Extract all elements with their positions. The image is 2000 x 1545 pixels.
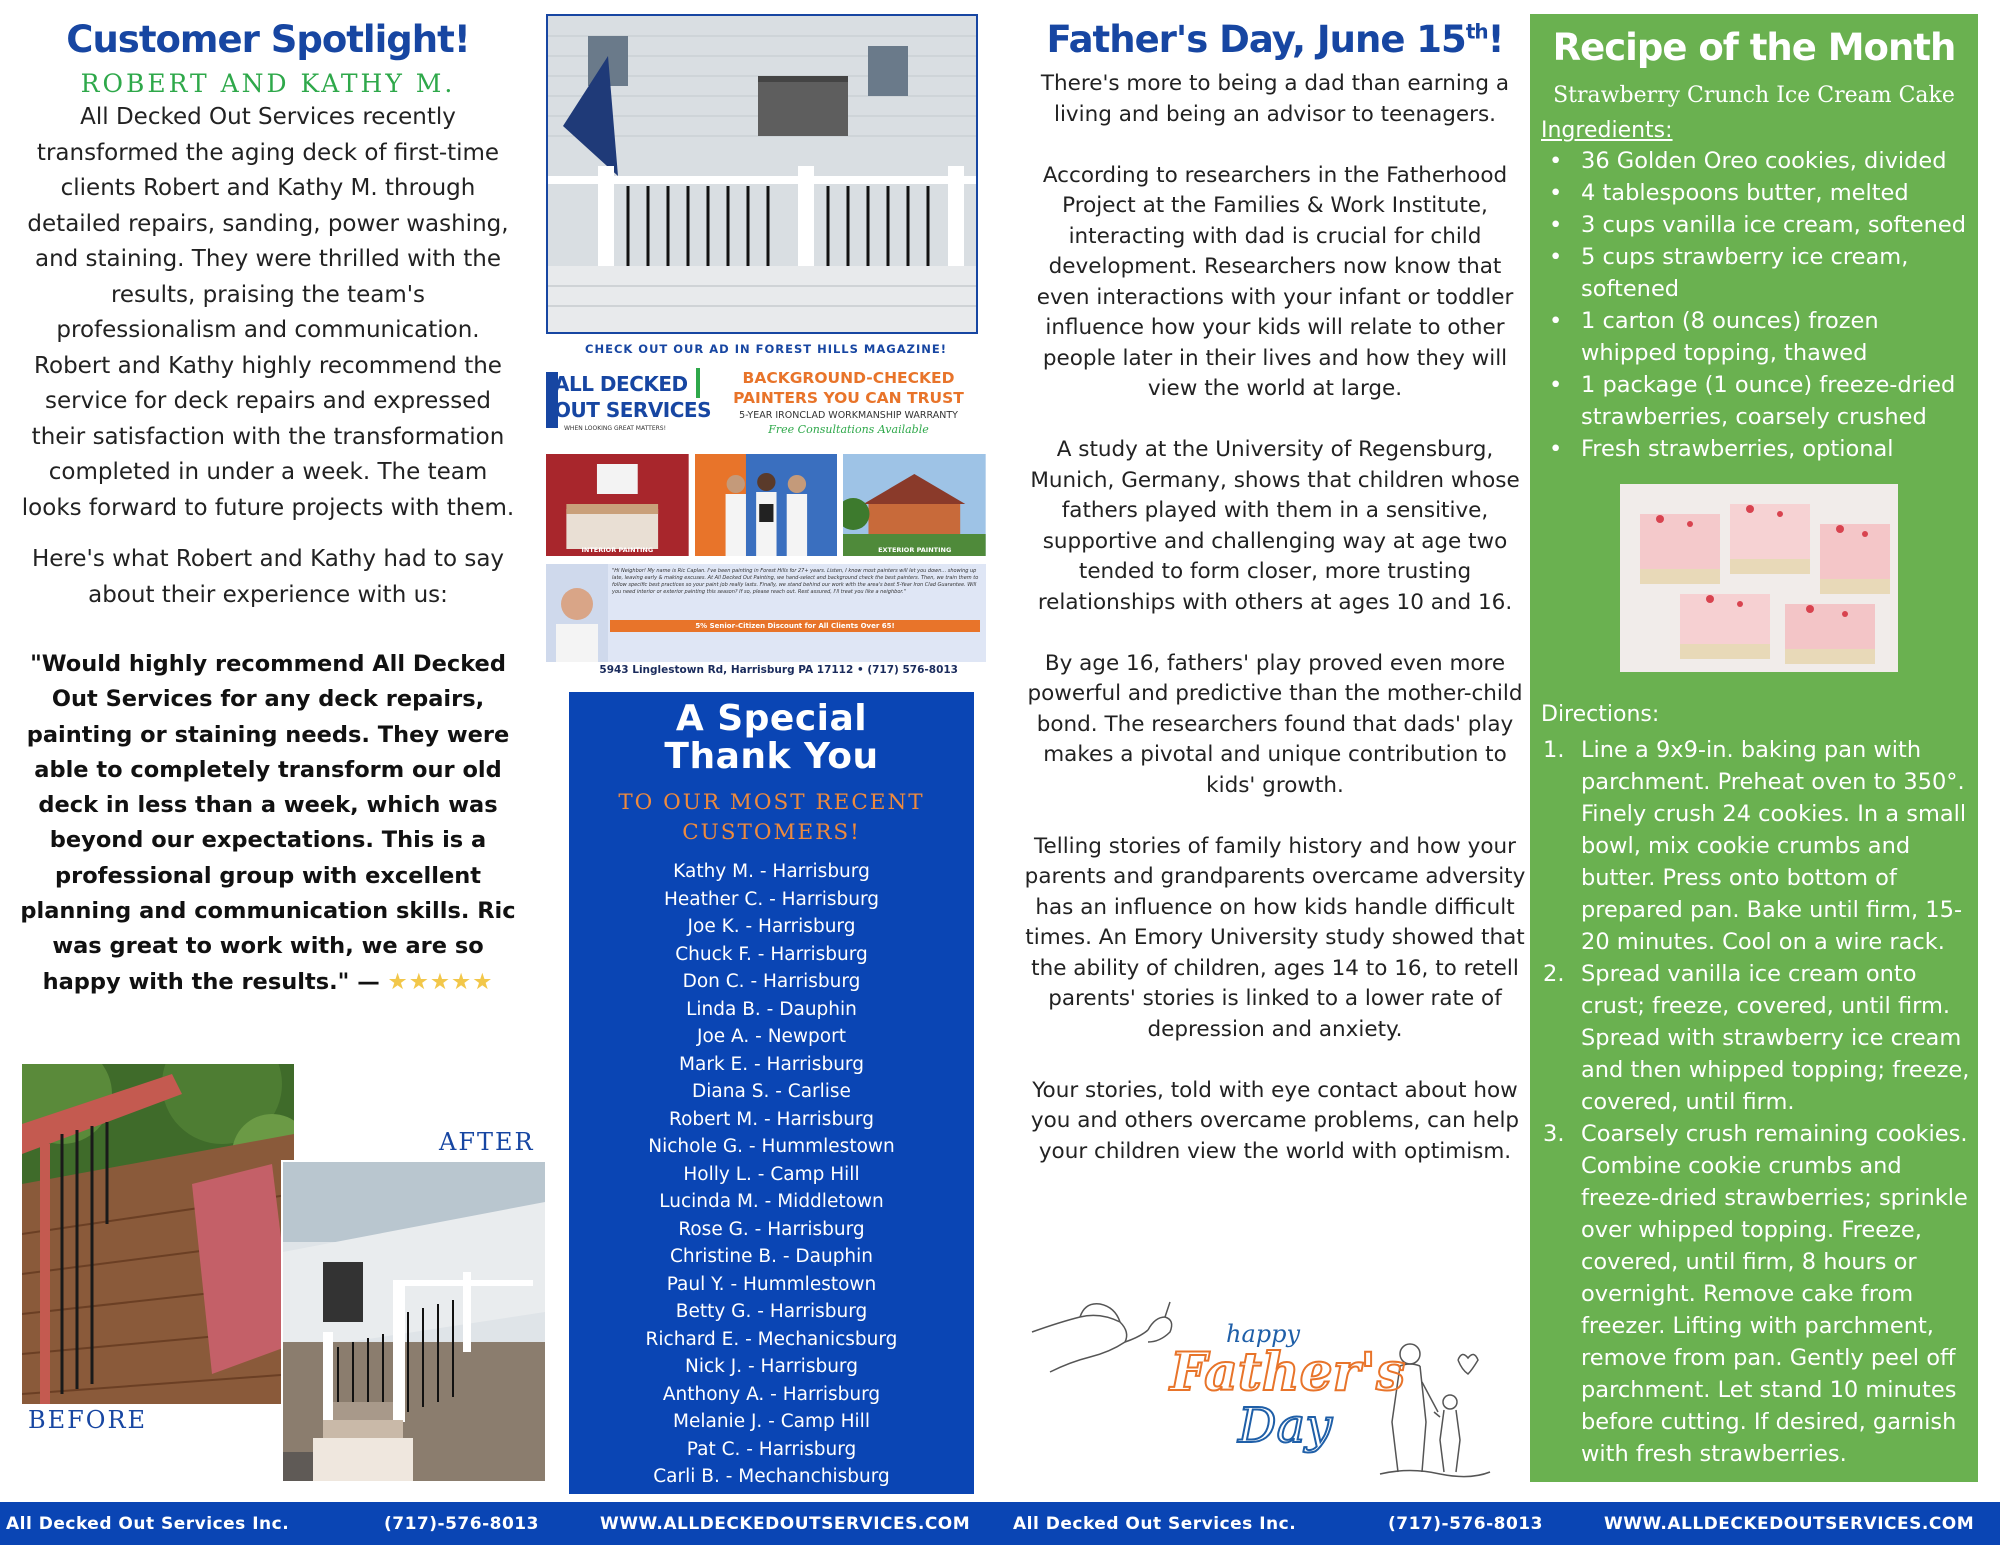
art-day-text: Day bbox=[1238, 1398, 1333, 1454]
customer-list-item: Paul Y. - Hummlestown bbox=[666, 1273, 877, 1295]
fathers-day-paragraph: According to researchers in the Fatherhood Project at the Families & Work Institute, interacting with dad is crucial for child development. Researchers now know that even interactions with your infant or toddler influence how your kids will relate to other people later in their lives and how they will view the world at large. bbox=[1036, 162, 1514, 401]
fathers-day-paragraph: There's more to being a dad than earning a living and being an advisor to teenagers. bbox=[1040, 71, 1510, 127]
owner-bio-text: "Hi Neighbor! My name is Ric Caplan. I've been painting in Forest Hills for 27+ years. Listen, I know most painters will let you down... showing up late, leaving early & making excuses. At All Decked Out Painting, we hand-select and background check the best painters. Then, we train them to follow specific best practices so your paint job really lasts. Finally, we stand behind our work with the area's best 5-Year Iron Clad Guarantee. Will you need interior or exterior painting this season? If so, please reach out. Rest assured, I'll treat you like a neighbor." bbox=[612, 568, 979, 595]
logo-line-1: ALL DECKED bbox=[554, 372, 688, 396]
customer-list-item: Linda B. - Dauphin bbox=[686, 998, 857, 1020]
customer-list-item: Mark E. - Harrisburg bbox=[679, 1053, 864, 1075]
happy-fathers-day-illustration bbox=[1030, 1262, 1492, 1494]
direction-step bbox=[1543, 734, 1971, 958]
ad-callout: CHECK OUT OUR AD IN FOREST HILLS MAGAZINE! bbox=[585, 342, 947, 356]
customer-list-item: Don C. - Harrisburg bbox=[682, 971, 861, 992]
thank-you-title bbox=[569, 700, 974, 776]
ingredient-item: • 3 cups vanilla ice cream, softened bbox=[1543, 209, 1978, 241]
customer-list-item: Robert M. - Harrisburg bbox=[669, 1108, 874, 1130]
spotlight-names: ROBERT AND KATHY M. bbox=[80, 69, 456, 98]
customer-spotlight-section bbox=[18, 18, 518, 1000]
ice-cream-cake-photo bbox=[1620, 484, 1898, 672]
footer-website-1[interactable]: WWW.ALLDECKEDOUTSERVICES.COM bbox=[600, 1514, 971, 1534]
step-number: 1. bbox=[1543, 737, 1565, 763]
exterior-caption: EXTERIOR PAINTING bbox=[878, 546, 952, 554]
step-number: 3. bbox=[1543, 1121, 1565, 1147]
fathers-day-title-end: ! bbox=[1487, 18, 1504, 61]
customer-list-item: Christine B. - Dauphin bbox=[669, 1246, 874, 1267]
interior-caption: INTERIOR PAINTING bbox=[581, 546, 654, 554]
step-number: 2. bbox=[1543, 961, 1565, 987]
recipe-title: Recipe of the Month bbox=[1552, 26, 1956, 69]
logo-tagline: WHEN LOOKING GREAT MATTERS! bbox=[564, 425, 666, 432]
customer-list-item: Pat C. - Harrisburg bbox=[686, 1438, 857, 1460]
direction-step bbox=[1543, 1118, 1971, 1470]
logo-line-2: OUT SERVICES bbox=[554, 398, 711, 422]
fathers-day-paragraph: Telling stories of family history and how your parents and grandparents overcame adversity has an influence on how kids handle difficult times. An Emory University study showed that the ability of children, ages 14 to 16, to retell parents' stories is linked to a lower rate of depression and anxiety. bbox=[1024, 833, 1526, 1042]
customer-list-item: Diana S. - Carlise bbox=[692, 1081, 851, 1102]
interior-painting-photo bbox=[546, 454, 689, 556]
senior-discount-banner: 5% Senior-Citizen Discount for All Clients Over 65! bbox=[610, 620, 980, 632]
fathers-day-title bbox=[1024, 18, 1526, 61]
customer-list-item: Nichole G. - Hummlestown bbox=[648, 1136, 895, 1157]
thank-you-subtitle-line-1: TO OUR MOST RECENT bbox=[618, 790, 925, 815]
ingredient-item: • 36 Golden Oreo cookies, divided bbox=[1543, 145, 1978, 177]
art-happy-text: happy bbox=[1226, 1320, 1301, 1348]
thank-you-title-line-2: Thank You bbox=[664, 736, 879, 777]
ad-header-row bbox=[546, 362, 986, 452]
customer-list-item: Nick J. - Harrisburg bbox=[685, 1356, 858, 1377]
ingredient-item: • Fresh strawberries, optional bbox=[1543, 433, 1978, 465]
ingredient-item: • 4 tablespoons butter, melted bbox=[1543, 177, 1978, 209]
spotlight-intro: Here's what Robert and Kathy had to say about their experience with us: bbox=[31, 546, 505, 608]
footer-phone-2[interactable]: (717)-576-8013 bbox=[1388, 1514, 1543, 1534]
customer-list-item: Chuck F. - Harrisburg bbox=[675, 943, 868, 965]
ad-photo-strip bbox=[546, 454, 986, 556]
footer-company-2: All Decked Out Services Inc. bbox=[1013, 1514, 1297, 1534]
step-text: Line a 9x9-in. baking pan with parchment. Preheat oven to 350°. Finely crush 24 cookies. In a small bowl, mix cookie crumbs and butter. Press onto bottom of prepared pan. Bake until firm, 15-20 minutes. Cool on a wire rack. bbox=[1581, 737, 1967, 955]
fathers-day-paragraph: A study at the University of Regensburg, Munich, Germany, shows that children whose fathers played with them in a sensitive, supportive and challenging way at age two tended to form closer, more trusting relationships with others at ages 10 and 16. bbox=[1030, 437, 1520, 615]
company-logo bbox=[546, 362, 711, 442]
footer-phone-1[interactable]: (717)-576-8013 bbox=[384, 1514, 539, 1534]
thank-you-subtitle-line-2: CUSTOMERS! bbox=[682, 820, 861, 845]
ingredients-label: Ingredients: bbox=[1541, 118, 1673, 143]
owner-bio-block bbox=[546, 564, 986, 662]
ad-headline-block bbox=[711, 362, 986, 452]
step-text: Coarsely crush remaining cookies. Combine cookie crumbs and freeze-dried strawberries; sprinkle over whipped topping. Freeze, covered, until firm, 8 hours or overnight. Remove cake from freezer. Lifting with parchment, remove from pan. Gently peel off parchment. Let stand 10 minutes before cutting. If desired, garnish with fresh strawberries. bbox=[1581, 1121, 1968, 1467]
recipe-name: Strawberry Crunch Ice Cream Cake bbox=[1553, 83, 1955, 108]
after-label: AFTER bbox=[439, 1128, 535, 1156]
customer-list-item: Joe K. - Harrisburg bbox=[687, 916, 856, 937]
fathers-day-paragraph: By age 16, fathers' play proved even more powerful and predictive than the mother-child bond. The researchers found that dads' play makes a pivotal and unique contribution to kids' growth. bbox=[1027, 650, 1523, 798]
fathers-day-section bbox=[1024, 18, 1526, 1198]
fathers-day-paragraph: Your stories, told with eye contact about how you and others overcame problems, can help your children view the world with optimism. bbox=[1030, 1077, 1520, 1164]
testimonial-quote bbox=[18, 647, 518, 1000]
directions-label: Directions: bbox=[1541, 702, 1660, 727]
thank-you-title-line-1: A Special bbox=[675, 698, 868, 739]
fathers-day-title-sup: th bbox=[1465, 19, 1488, 44]
footer-bar bbox=[0, 1502, 2000, 1545]
customer-list-item: Richard E. - Mechanicsburg bbox=[645, 1328, 898, 1350]
exterior-painting-photo bbox=[843, 454, 986, 556]
direction-step bbox=[1543, 958, 1971, 1118]
customer-list-item: Anthony A. - Harrisburg bbox=[662, 1383, 881, 1405]
ad-free-consultations: Free Consultations Available bbox=[768, 423, 929, 436]
ad-warranty: 5-YEAR IRONCLAD WORKMANSHIP WARRANTY bbox=[739, 410, 958, 421]
thank-you-panel bbox=[569, 692, 974, 1494]
ingredients-list bbox=[1543, 145, 1978, 465]
owner-portrait bbox=[546, 564, 608, 662]
customer-list-item: Carli B. - Mechanchisburg bbox=[653, 1466, 890, 1487]
fathers-day-title-text: Father's Day, June 15 bbox=[1046, 18, 1466, 61]
fathers-day-body bbox=[1024, 69, 1526, 1167]
footer-website-2[interactable]: WWW.ALLDECKEDOUTSERVICES.COM bbox=[1604, 1514, 1975, 1534]
customer-list-item: Lucinda M. - Middletown bbox=[659, 1191, 884, 1212]
before-deck-photo bbox=[22, 1064, 294, 1404]
thank-you-subtitle bbox=[569, 788, 974, 848]
recipe-panel bbox=[1530, 14, 1978, 1482]
step-text: Spread vanilla ice cream onto crust; freeze, covered, until firm. Spread with strawberry ice cream and then whipped topping; freeze, covered, until firm. bbox=[1581, 961, 1970, 1115]
magazine-ad bbox=[546, 338, 986, 676]
house-deck-photo bbox=[546, 14, 978, 334]
customer-list-item: Kathy M. - Harrisburg bbox=[673, 861, 870, 882]
rating-stars: ★★★★★ bbox=[387, 968, 494, 995]
customer-list bbox=[569, 858, 974, 1491]
footer-company-1: All Decked Out Services Inc. bbox=[6, 1514, 290, 1534]
ingredient-item: • 5 cups strawberry ice cream, softened bbox=[1543, 241, 1978, 305]
testimonial-text: "Would highly recommend All Decked Out Services for any deck repairs, painting or staining needs. They were able to completely transform our old deck in less than a week, which was beyond our expectations. This is a professional group with excellent planning and communication skills. Ric was great to work with, we are so happy with the results." — bbox=[20, 651, 516, 995]
customer-list-item: Betty G. - Harrisburg bbox=[675, 1301, 868, 1322]
ingredient-item: • 1 carton (8 ounces) frozen whipped topping, thawed bbox=[1543, 305, 1978, 369]
spotlight-body: All Decked Out Services recently transformed the aging deck of first-time clients Robert and Kathy M. through detailed repairs, sanding, power washing, and staining. They were thrilled with the results, praising the team's professionalism and communication. Robert and Kathy highly recommend the service for deck repairs and expressed their satisfaction with the transformation completed in under a week. The team looks forward to future projects with them. bbox=[21, 104, 515, 521]
customer-list-item: Holly L. - Camp Hill bbox=[683, 1163, 860, 1185]
customer-list-item: Melanie J. - Camp Hill bbox=[673, 1411, 870, 1432]
ad-headline: BACKGROUND-CHECKED PAINTERS YOU CAN TRUST bbox=[733, 369, 964, 407]
directions-list bbox=[1543, 734, 1971, 1470]
spotlight-title: Customer Spotlight! bbox=[66, 18, 470, 61]
ad-address: 5943 Linglestown Rd, Harrisburg PA 17112 • (717) 576-8013 bbox=[599, 664, 958, 676]
customer-list-item: Rose G. - Harrisburg bbox=[678, 1218, 865, 1240]
art-fathers-text: Father's bbox=[1170, 1342, 1406, 1403]
after-deck-photo bbox=[281, 1160, 547, 1483]
customer-list-item: Heather C. - Harrisburg bbox=[663, 888, 880, 910]
before-label: BEFORE bbox=[28, 1406, 148, 1434]
team-photo bbox=[695, 454, 838, 556]
ingredient-item: • 1 package (1 ounce) freeze-dried strawberries, coarsely crushed bbox=[1543, 369, 1978, 433]
customer-list-item: Joe A. - Newport bbox=[697, 1026, 846, 1047]
